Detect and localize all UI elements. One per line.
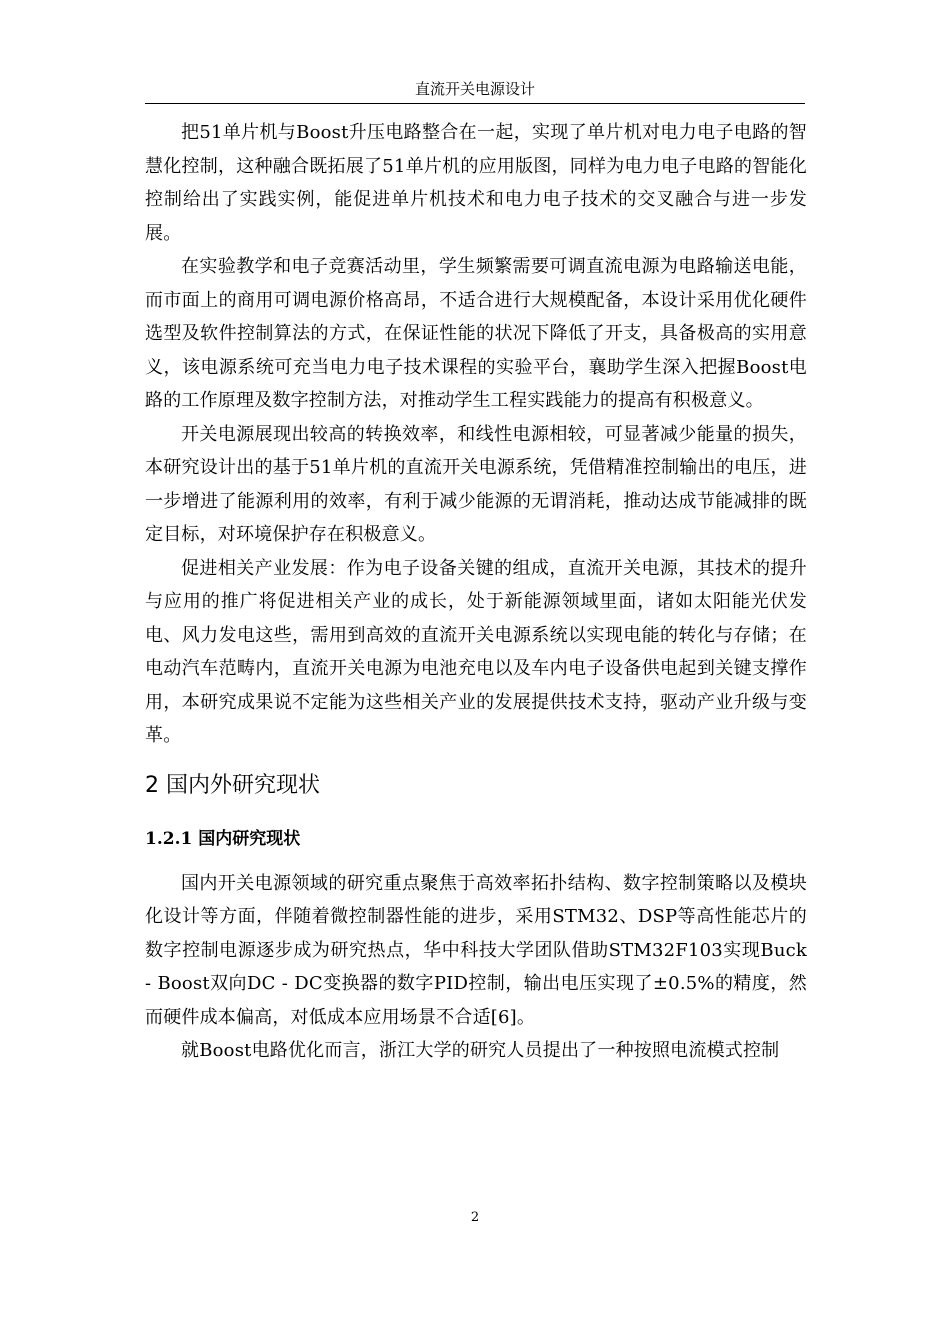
paragraph: 在实验教学和电子竞赛活动里，学生频繁需要可调直流电源为电路输送电能，而市面上的商用可调电源价格高昂，不适合进行大规模配备，本设计采用优化硬件选型及软件控制算法的方式，在保证性能的状况下降低了开支，具备极高的实用意义，该电源系统可充当电力电子技术课程的实验平台，襄助学生深入把握Boost电路的工作原理及数字控制方法，对推动学生工程实践能力的提高有积极意义。 [145, 256, 807, 411]
header-rule [145, 103, 805, 104]
subsection-heading: 1.2.1 国内研究现状 [145, 828, 301, 849]
section-heading: 2 国内外研究现状 [145, 772, 320, 798]
document-body [145, 116, 807, 1068]
paragraph: 国内开关电源领域的研究重点聚焦于高效率拓扑结构、数字控制策略以及模块化设计等方面，伴随着微控制器性能的进步，采用STM32、DSP等高性能芯片的数字控制电源逐步成为研究热点，华中科技大学团队借助STM32F103实现Buck - Boost双向DC - DC变换器的数字PID控制，输出电压实现了±0.5%的精度，然而硬件成本偏高，对低成本应用场景不合适[6]。 [145, 872, 807, 1028]
page-number: 2 [470, 1210, 480, 1225]
paragraph: 开关电源展现出较高的转换效率，和线性电源相较，可显著减少能量的损失，本研究设计出的基于51单片机的直流开关电源系统，凭借精准控制输出的电压，进一步增进了能源利用的效率，有利于减少能源的无谓消耗，推动达成节能减排的既定目标，对环境保护存在积极意义。 [145, 423, 807, 545]
running-header: 直流开关电源设计 [414, 80, 535, 98]
paragraph: 促进相关产业发展：作为电子设备关键的组成，直流开关电源，其技术的提升与应用的推广将促进相关产业的成长，处于新能源领域里面，诸如太阳能光伏发电、风力发电这些，需用到高效的直流开关电源系统以实现电能的转化与存储；在电动汽车范畴内，直流开关电源为电池充电以及车内电子设备供电起到关键支撑作用，本研究成果说不定能为这些相关产业的发展提供技术支持，驱动产业升级与变革。 [145, 557, 807, 746]
paragraph: 把51单片机与Boost升压电路整合在一起，实现了单片机对电力电子电路的智慧化控制，这种融合既拓展了51单片机的应用版图，同样为电力电子电路的智能化控制给出了实践实例，能促进单片机技术和电力电子技术的交叉融合与进一步发展。 [145, 122, 807, 244]
paragraph: 就Boost电路优化而言，浙江大学的研究人员提出了一种按照电流模式控制 [181, 1040, 780, 1061]
